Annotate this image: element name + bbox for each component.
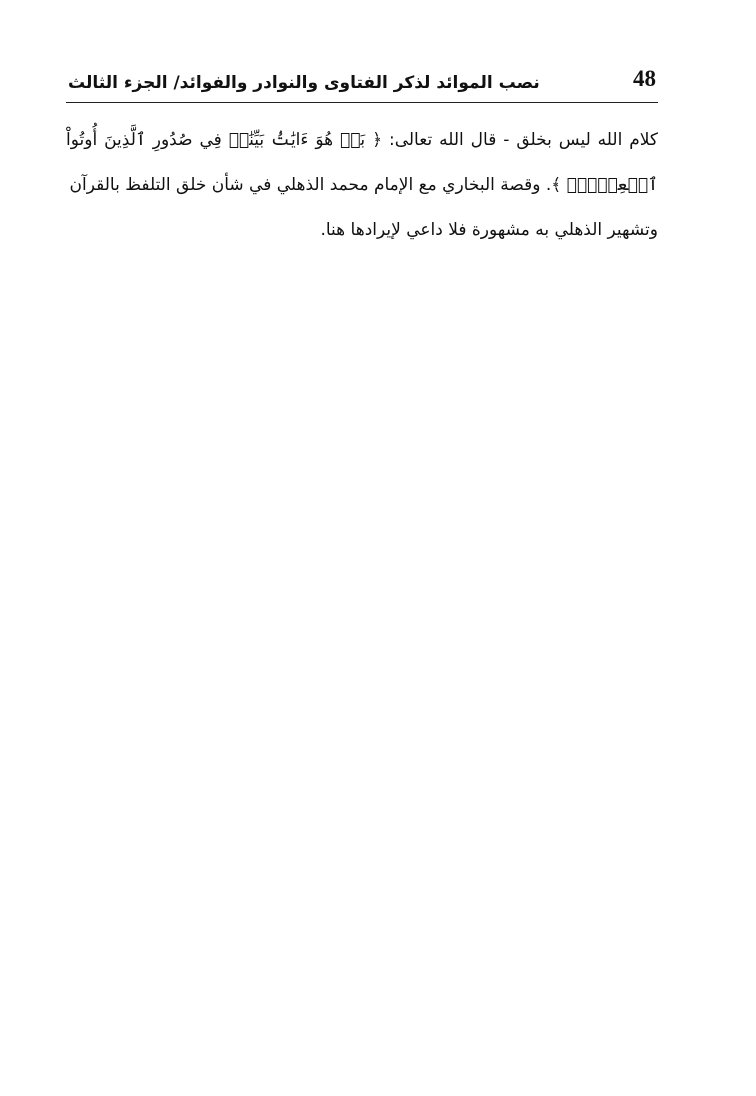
quran-open-bracket: ﴿ (372, 130, 383, 150)
quran-close-bracket: ﴾ (551, 175, 562, 195)
running-title: نصب الموائد لذكر الفتاوى والنوادر والفوائد/ الجزء الثالث (68, 73, 540, 93)
body-line-3-text: وتشهير الذهلي به مشهورة فلا داعي لإيرادها هنا. (320, 220, 658, 240)
paragraph-line-3 (66, 208, 658, 253)
quran-verse-part-1: بَلۡ هُوَ ءَايَٰتُۢ بَيِّنَٰتٞ فِي صُدُورِ ٱلَّذِينَ أُوتُواْ (66, 130, 366, 150)
paragraph-line-1 (66, 118, 658, 163)
body-line-2-text: . وقصة البخاري مع الإمام محمد الذهلي في شأن خلق التلفظ بالقرآن (69, 175, 552, 195)
body-text (66, 118, 658, 253)
quran-verse-part-2: ٱلۡعِلۡمَۚ (566, 175, 658, 195)
body-line-1-text: كلام الله ليس بخلق - قال الله تعالى: (388, 130, 659, 150)
page-header (66, 60, 658, 103)
paragraph-line-2 (66, 163, 658, 208)
page-number: 48 (633, 66, 656, 91)
